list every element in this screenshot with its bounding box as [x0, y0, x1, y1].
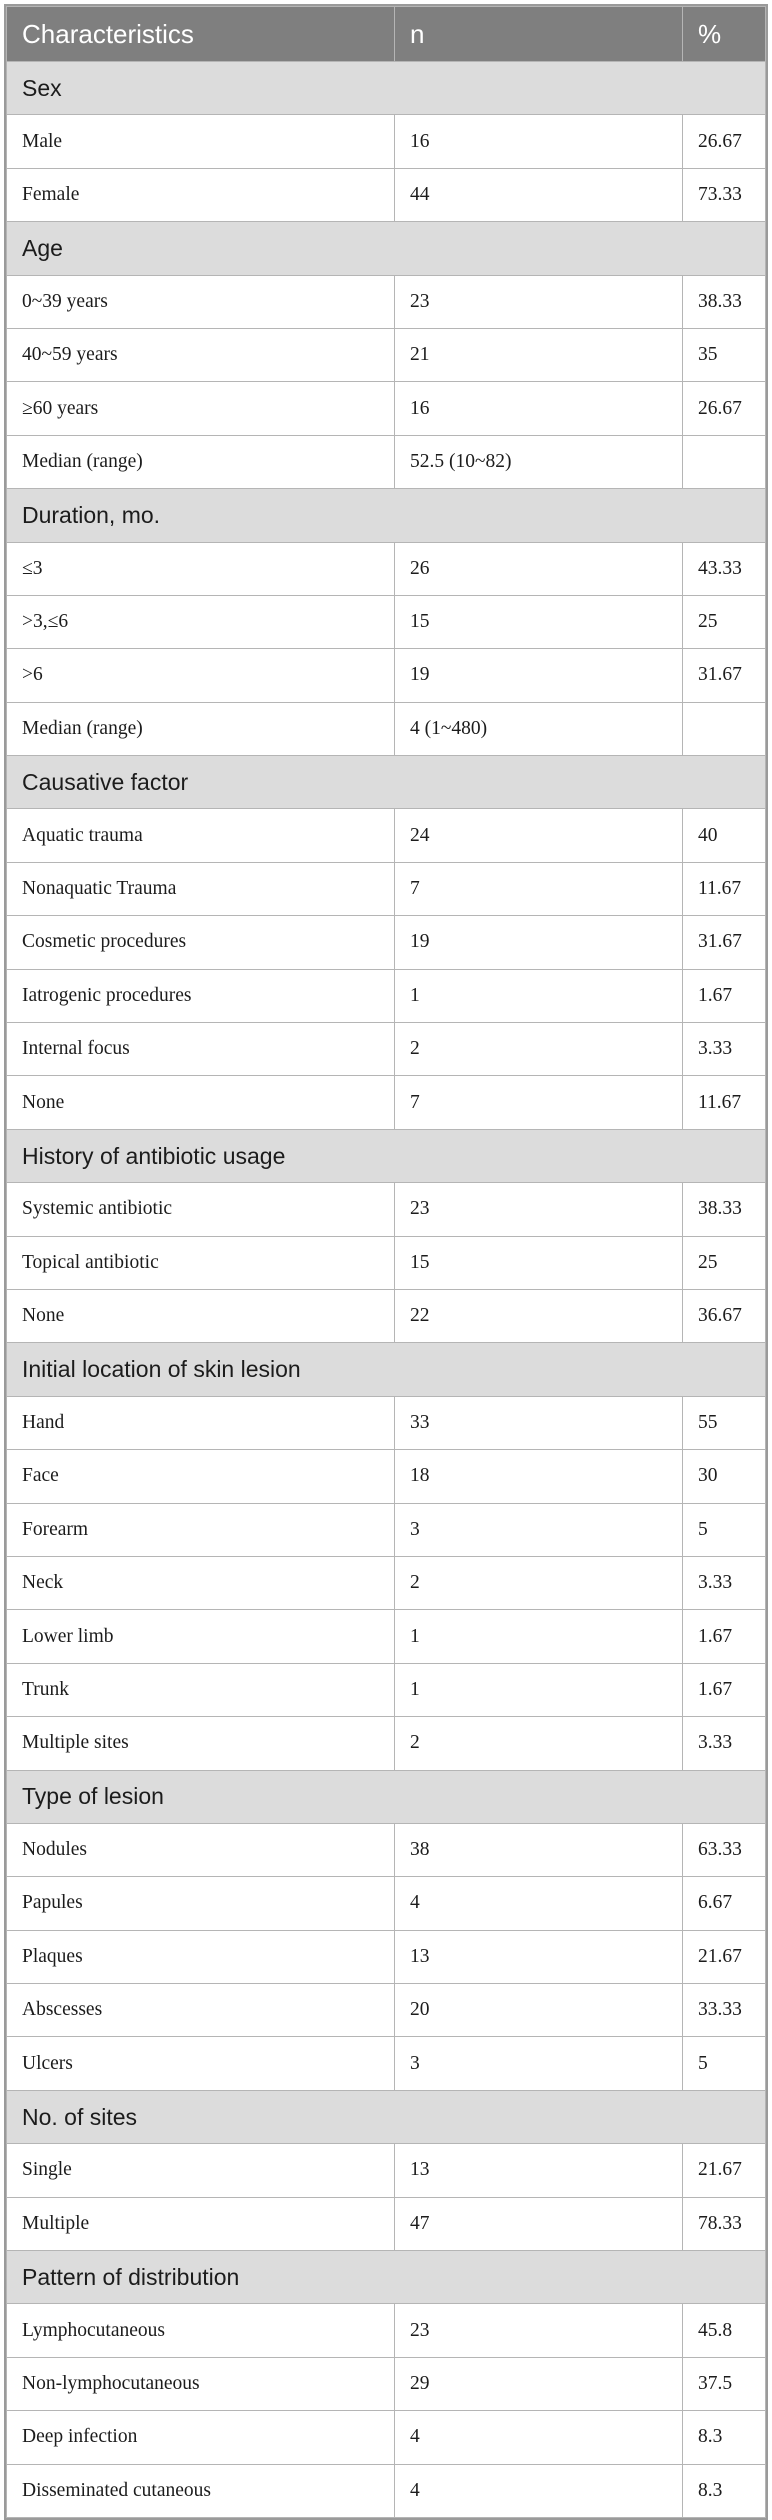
table-row: [7, 1236, 766, 1289]
table-row: [7, 2357, 766, 2410]
row-n-cell: 1: [395, 1610, 683, 1663]
row-label-cell: Abscesses: [7, 1984, 395, 2037]
row-n-cell: 29: [395, 2357, 683, 2410]
row-n-cell: 16: [395, 115, 683, 168]
table-row: [7, 1610, 766, 1663]
row-percent-cell: 30: [683, 1450, 766, 1503]
row-percent-cell: 35: [683, 328, 766, 381]
row-label-cell: Iatrogenic procedures: [7, 969, 395, 1022]
table-row: [7, 2037, 766, 2090]
row-percent-cell: 1.67: [683, 1610, 766, 1663]
table-row: [7, 1076, 766, 1129]
table-row: [7, 916, 766, 969]
row-label-cell: Topical antibiotic: [7, 1236, 395, 1289]
row-percent-cell: 63.33: [683, 1823, 766, 1876]
row-n-cell: 24: [395, 809, 683, 862]
row-percent-cell: 37.5: [683, 2357, 766, 2410]
characteristics-table: [6, 6, 766, 2518]
row-label-cell: Female: [7, 168, 395, 221]
row-n-cell: 44: [395, 168, 683, 221]
row-label-cell: Trunk: [7, 1663, 395, 1716]
row-label-cell: Male: [7, 115, 395, 168]
section-title: No. of sites: [7, 2090, 766, 2143]
row-label-cell: Aquatic trauma: [7, 809, 395, 862]
row-percent-cell: 38.33: [683, 275, 766, 328]
row-n-cell: 38: [395, 1823, 683, 1876]
table-row: [7, 862, 766, 915]
row-percent-cell: 25: [683, 595, 766, 648]
row-label-cell: ≥60 years: [7, 382, 395, 435]
table-row: [7, 1823, 766, 1876]
characteristics-table-container: [4, 4, 768, 2520]
row-percent-cell: 25: [683, 1236, 766, 1289]
table-row: [7, 542, 766, 595]
row-percent-cell: 33.33: [683, 1984, 766, 2037]
table-row: [7, 115, 766, 168]
section-header-row: [7, 1770, 766, 1823]
section-title: Duration, mo.: [7, 489, 766, 542]
table-row: [7, 595, 766, 648]
row-percent-cell: 3.33: [683, 1023, 766, 1076]
row-percent-cell: 1.67: [683, 969, 766, 1022]
row-n-cell: 4: [395, 2411, 683, 2464]
table-row: [7, 435, 766, 488]
row-label-cell: >6: [7, 649, 395, 702]
row-n-cell: 23: [395, 275, 683, 328]
row-n-cell: 19: [395, 649, 683, 702]
section-header-row: [7, 2090, 766, 2143]
row-n-cell: 20: [395, 1984, 683, 2037]
row-percent-cell: 5: [683, 1503, 766, 1556]
row-label-cell: ≤3: [7, 542, 395, 595]
section-title: Type of lesion: [7, 1770, 766, 1823]
row-label-cell: None: [7, 1076, 395, 1129]
row-label-cell: 40~59 years: [7, 328, 395, 381]
table-row: [7, 1984, 766, 2037]
row-n-cell: 2: [395, 1717, 683, 1770]
header-percent: %: [683, 7, 766, 62]
header-characteristics: Characteristics: [7, 7, 395, 62]
table-row: [7, 1503, 766, 1556]
table-row: [7, 328, 766, 381]
row-n-cell: 3: [395, 1503, 683, 1556]
table-row: [7, 649, 766, 702]
row-percent-cell: 3.33: [683, 1556, 766, 1609]
row-label-cell: Internal focus: [7, 1023, 395, 1076]
table-row: [7, 1717, 766, 1770]
row-n-cell: 15: [395, 595, 683, 648]
row-label-cell: Plaques: [7, 1930, 395, 1983]
row-percent-cell: 11.67: [683, 1076, 766, 1129]
row-label-cell: Median (range): [7, 702, 395, 755]
row-label-cell: Lymphocutaneous: [7, 2304, 395, 2357]
row-percent-cell: 6.67: [683, 1877, 766, 1930]
header-n: n: [395, 7, 683, 62]
table-row: [7, 1930, 766, 1983]
table-row: [7, 702, 766, 755]
section-header-row: [7, 222, 766, 275]
row-label-cell: Multiple sites: [7, 1717, 395, 1770]
row-percent-cell: 1.67: [683, 1663, 766, 1716]
row-label-cell: >3,≤6: [7, 595, 395, 648]
row-n-cell: 13: [395, 2144, 683, 2197]
table-row: [7, 168, 766, 221]
table-row: [7, 2304, 766, 2357]
row-percent-cell: 21.67: [683, 2144, 766, 2197]
table-row: [7, 809, 766, 862]
row-n-cell: 1: [395, 969, 683, 1022]
table-row: [7, 1023, 766, 1076]
row-percent-cell: 45.8: [683, 2304, 766, 2357]
section-title: Sex: [7, 62, 766, 115]
row-n-cell: 22: [395, 1289, 683, 1342]
row-percent-cell: 36.67: [683, 1289, 766, 1342]
row-label-cell: Ulcers: [7, 2037, 395, 2090]
row-percent-cell: 55: [683, 1396, 766, 1449]
row-percent-cell: 31.67: [683, 649, 766, 702]
row-percent-cell: 8.3: [683, 2411, 766, 2464]
row-n-cell: 52.5 (10~82): [395, 435, 683, 488]
section-title: History of antibiotic usage: [7, 1129, 766, 1182]
row-n-cell: 1: [395, 1663, 683, 1716]
table-row: [7, 2197, 766, 2250]
row-n-cell: 47: [395, 2197, 683, 2250]
table-row: [7, 2411, 766, 2464]
row-n-cell: 7: [395, 1076, 683, 1129]
row-label-cell: Deep infection: [7, 2411, 395, 2464]
row-label-cell: Neck: [7, 1556, 395, 1609]
section-header-row: [7, 62, 766, 115]
table-row: [7, 1183, 766, 1236]
row-n-cell: 23: [395, 1183, 683, 1236]
section-title: Initial location of skin lesion: [7, 1343, 766, 1396]
row-label-cell: Multiple: [7, 2197, 395, 2250]
table-row: [7, 2464, 766, 2517]
row-label-cell: Papules: [7, 1877, 395, 1930]
row-n-cell: 15: [395, 1236, 683, 1289]
row-n-cell: 18: [395, 1450, 683, 1503]
table-row: [7, 969, 766, 1022]
row-percent-cell: 5: [683, 2037, 766, 2090]
row-n-cell: 33: [395, 1396, 683, 1449]
section-title: Causative factor: [7, 756, 766, 809]
row-n-cell: 3: [395, 2037, 683, 2090]
row-percent-cell: 11.67: [683, 862, 766, 915]
row-percent-cell: 38.33: [683, 1183, 766, 1236]
row-n-cell: 2: [395, 1023, 683, 1076]
row-percent-cell: 78.33: [683, 2197, 766, 2250]
row-n-cell: 23: [395, 2304, 683, 2357]
row-n-cell: 4: [395, 2464, 683, 2517]
row-label-cell: Non-lymphocutaneous: [7, 2357, 395, 2410]
row-percent-cell: 40: [683, 809, 766, 862]
row-label-cell: Hand: [7, 1396, 395, 1449]
row-percent-cell: [683, 702, 766, 755]
row-percent-cell: 21.67: [683, 1930, 766, 1983]
row-n-cell: 13: [395, 1930, 683, 1983]
row-n-cell: 2: [395, 1556, 683, 1609]
row-label-cell: Nonaquatic Trauma: [7, 862, 395, 915]
row-label-cell: Cosmetic procedures: [7, 916, 395, 969]
table-row: [7, 382, 766, 435]
section-header-row: [7, 756, 766, 809]
section-title: Pattern of distribution: [7, 2251, 766, 2304]
row-percent-cell: 8.3: [683, 2464, 766, 2517]
row-n-cell: 19: [395, 916, 683, 969]
row-n-cell: 4: [395, 1877, 683, 1930]
row-percent-cell: [683, 435, 766, 488]
row-percent-cell: 26.67: [683, 115, 766, 168]
table-row: [7, 1289, 766, 1342]
table-row: [7, 275, 766, 328]
row-n-cell: 16: [395, 382, 683, 435]
table-row: [7, 1556, 766, 1609]
table-row: [7, 1663, 766, 1716]
table-row: [7, 1396, 766, 1449]
row-percent-cell: 26.67: [683, 382, 766, 435]
table-row: [7, 2144, 766, 2197]
section-header-row: [7, 489, 766, 542]
section-header-row: [7, 1129, 766, 1182]
row-label-cell: Disseminated cutaneous: [7, 2464, 395, 2517]
section-title: Age: [7, 222, 766, 275]
row-n-cell: 4 (1~480): [395, 702, 683, 755]
section-header-row: [7, 1343, 766, 1396]
row-percent-cell: 3.33: [683, 1717, 766, 1770]
table-row: [7, 1877, 766, 1930]
row-label-cell: Forearm: [7, 1503, 395, 1556]
row-label-cell: Lower limb: [7, 1610, 395, 1663]
row-percent-cell: 73.33: [683, 168, 766, 221]
row-label-cell: Face: [7, 1450, 395, 1503]
row-percent-cell: 43.33: [683, 542, 766, 595]
row-label-cell: Single: [7, 2144, 395, 2197]
row-label-cell: Systemic antibiotic: [7, 1183, 395, 1236]
row-label-cell: None: [7, 1289, 395, 1342]
row-n-cell: 7: [395, 862, 683, 915]
row-label-cell: Nodules: [7, 1823, 395, 1876]
row-label-cell: Median (range): [7, 435, 395, 488]
table-row: [7, 1450, 766, 1503]
section-header-row: [7, 2251, 766, 2304]
row-percent-cell: 31.67: [683, 916, 766, 969]
row-n-cell: 26: [395, 542, 683, 595]
row-n-cell: 21: [395, 328, 683, 381]
table-body: [7, 62, 766, 2518]
row-label-cell: 0~39 years: [7, 275, 395, 328]
table-header-row: [7, 7, 766, 62]
